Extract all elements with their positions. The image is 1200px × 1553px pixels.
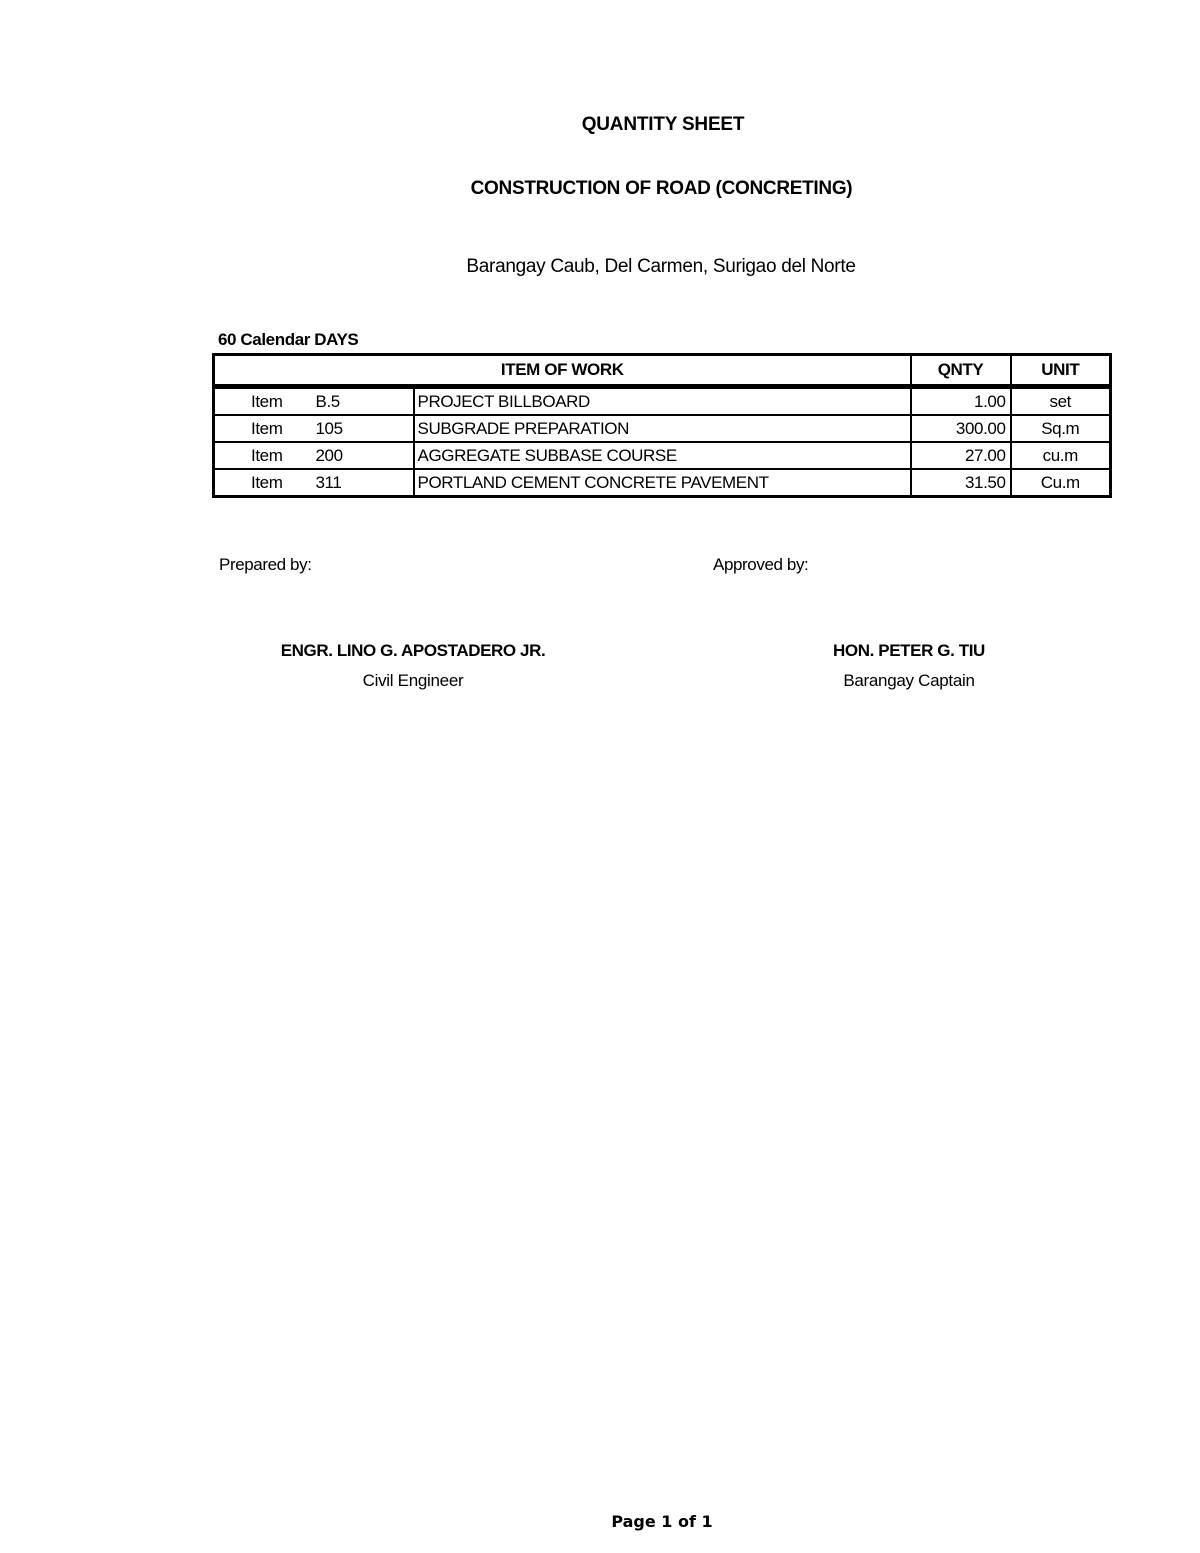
item-quantity: 27.00 [911, 442, 1011, 469]
item-description: PROJECT BILLBOARD [414, 387, 911, 416]
page-number: Page 1 of 1 [611, 1512, 713, 1531]
item-description: PORTLAND CEMENT CONCRETE PAVEMENT [414, 469, 911, 497]
table-header-row [214, 355, 1111, 387]
preparer-name: ENGR. LINO G. APOSTADERO JR. [280, 641, 546, 660]
item-quantity: 31.50 [911, 469, 1011, 497]
item-code: B.5 [304, 387, 414, 416]
item-unit: set [1011, 387, 1111, 416]
item-code: 105 [304, 415, 414, 442]
approver-name: HON. PETER G. TIU [833, 641, 985, 660]
project-location: Barangay Caub, Del Carmen, Surigao del Norte [466, 256, 856, 277]
item-label: Item [214, 469, 304, 497]
item-label: Item [214, 415, 304, 442]
column-header-unit: UNIT [1011, 355, 1111, 387]
item-unit: Cu.m [1011, 469, 1111, 497]
column-header-item-of-work: ITEM OF WORK [214, 355, 911, 387]
approved-by-label: Approved by: [713, 555, 809, 574]
item-description: AGGREGATE SUBBASE COURSE [414, 442, 911, 469]
project-title: CONSTRUCTION OF ROAD (CONCRETING) [470, 178, 853, 199]
item-description: SUBGRADE PREPARATION [414, 415, 911, 442]
table-row [214, 415, 1111, 442]
item-quantity: 300.00 [911, 415, 1011, 442]
contract-duration: 60 Calendar DAYS [218, 330, 359, 349]
prepared-by-label: Prepared by: [219, 555, 312, 574]
item-unit: cu.m [1011, 442, 1111, 469]
approver-title: Barangay Captain [843, 671, 975, 690]
sheet-title: QUANTITY SHEET [581, 114, 745, 135]
item-label: Item [214, 387, 304, 416]
quantity-table [212, 353, 1112, 498]
table-row [214, 442, 1111, 469]
preparer-title: Civil Engineer [362, 671, 464, 690]
column-header-qnty: QNTY [911, 355, 1011, 387]
table-row [214, 469, 1111, 497]
item-code: 200 [304, 442, 414, 469]
table-row [214, 387, 1111, 416]
item-label: Item [214, 442, 304, 469]
item-unit: Sq.m [1011, 415, 1111, 442]
item-quantity: 1.00 [911, 387, 1011, 416]
item-code: 311 [304, 469, 414, 497]
